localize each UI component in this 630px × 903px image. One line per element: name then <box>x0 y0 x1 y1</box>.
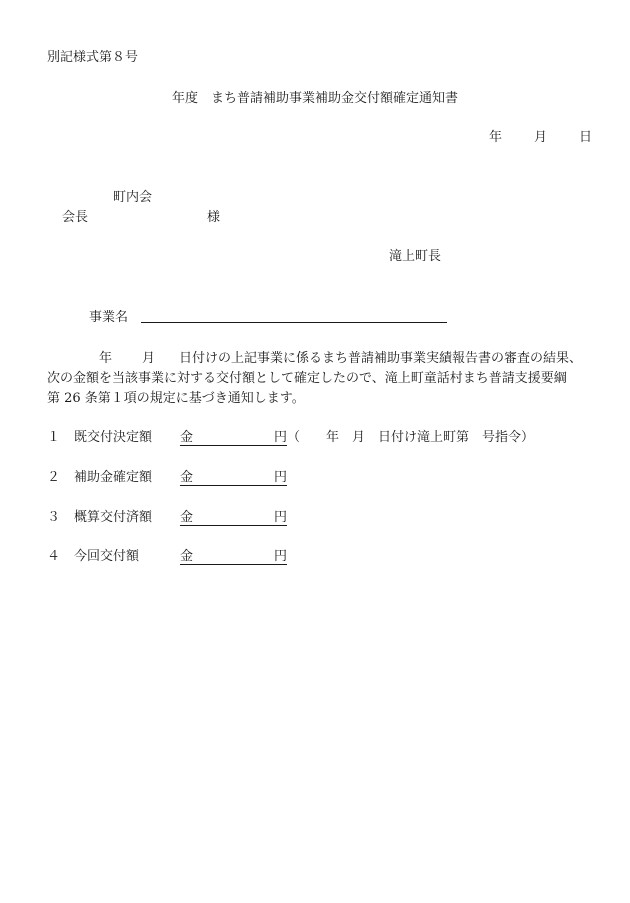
item-label: 補助金確定額 <box>74 470 153 485</box>
amount-prefix: 金 <box>180 470 194 485</box>
amount-prefix: 金 <box>180 549 194 564</box>
body-line-1-rest: 日付けの上記事業に係るまち普請補助事業実績報告書の審査の結果、 <box>179 351 583 366</box>
item-note: （ 年 月 日付け滝上町第 号指令） <box>287 430 535 445</box>
form-number: 別記様式第８号 <box>47 50 139 65</box>
item-number: ２ <box>47 470 61 485</box>
recipient-association: 町内会 <box>113 190 153 205</box>
item-number: ３ <box>47 510 61 525</box>
body-line-2: 次の金額を当該事業に対する交付額として確定したので、滝上町童話村まち普請支援要綱 <box>47 371 567 386</box>
date-day: 日 <box>579 130 593 145</box>
item-number: １ <box>47 430 61 445</box>
item-number: ４ <box>47 549 61 564</box>
body-month: 月 <box>142 351 156 366</box>
amount-suffix: 円 <box>273 430 287 445</box>
amount-field <box>180 510 287 526</box>
recipient-chairman: 会長 <box>62 210 89 225</box>
amount-field <box>180 430 287 446</box>
body-year: 年 <box>99 351 113 366</box>
body-line-1 <box>47 349 607 369</box>
amount-prefix: 金 <box>180 430 194 445</box>
recipient-honorific: 様 <box>207 210 221 225</box>
body-line-3: 第 26 条第１項の規定に基づき通知します。 <box>47 391 305 406</box>
amount-suffix: 円 <box>273 470 287 485</box>
item-label: 今回交付額 <box>74 549 140 564</box>
amount-field <box>180 470 287 486</box>
sender-name: 滝上町長 <box>389 249 442 264</box>
project-name-field <box>141 322 447 323</box>
item-label: 既交付決定額 <box>74 430 153 445</box>
amount-prefix: 金 <box>180 510 194 525</box>
date-line <box>489 130 592 146</box>
document-title: 年度 まち普請補助事業補助金交付額確定通知書 <box>171 91 458 106</box>
amount-field <box>180 549 287 565</box>
project-name-label: 事業名 <box>89 310 129 325</box>
date-year: 年 <box>489 130 503 145</box>
amount-suffix: 円 <box>273 510 287 525</box>
body-text <box>47 349 607 409</box>
amount-suffix: 円 <box>273 549 287 564</box>
item-label: 概算交付済額 <box>74 510 153 525</box>
date-month: 月 <box>534 130 548 145</box>
